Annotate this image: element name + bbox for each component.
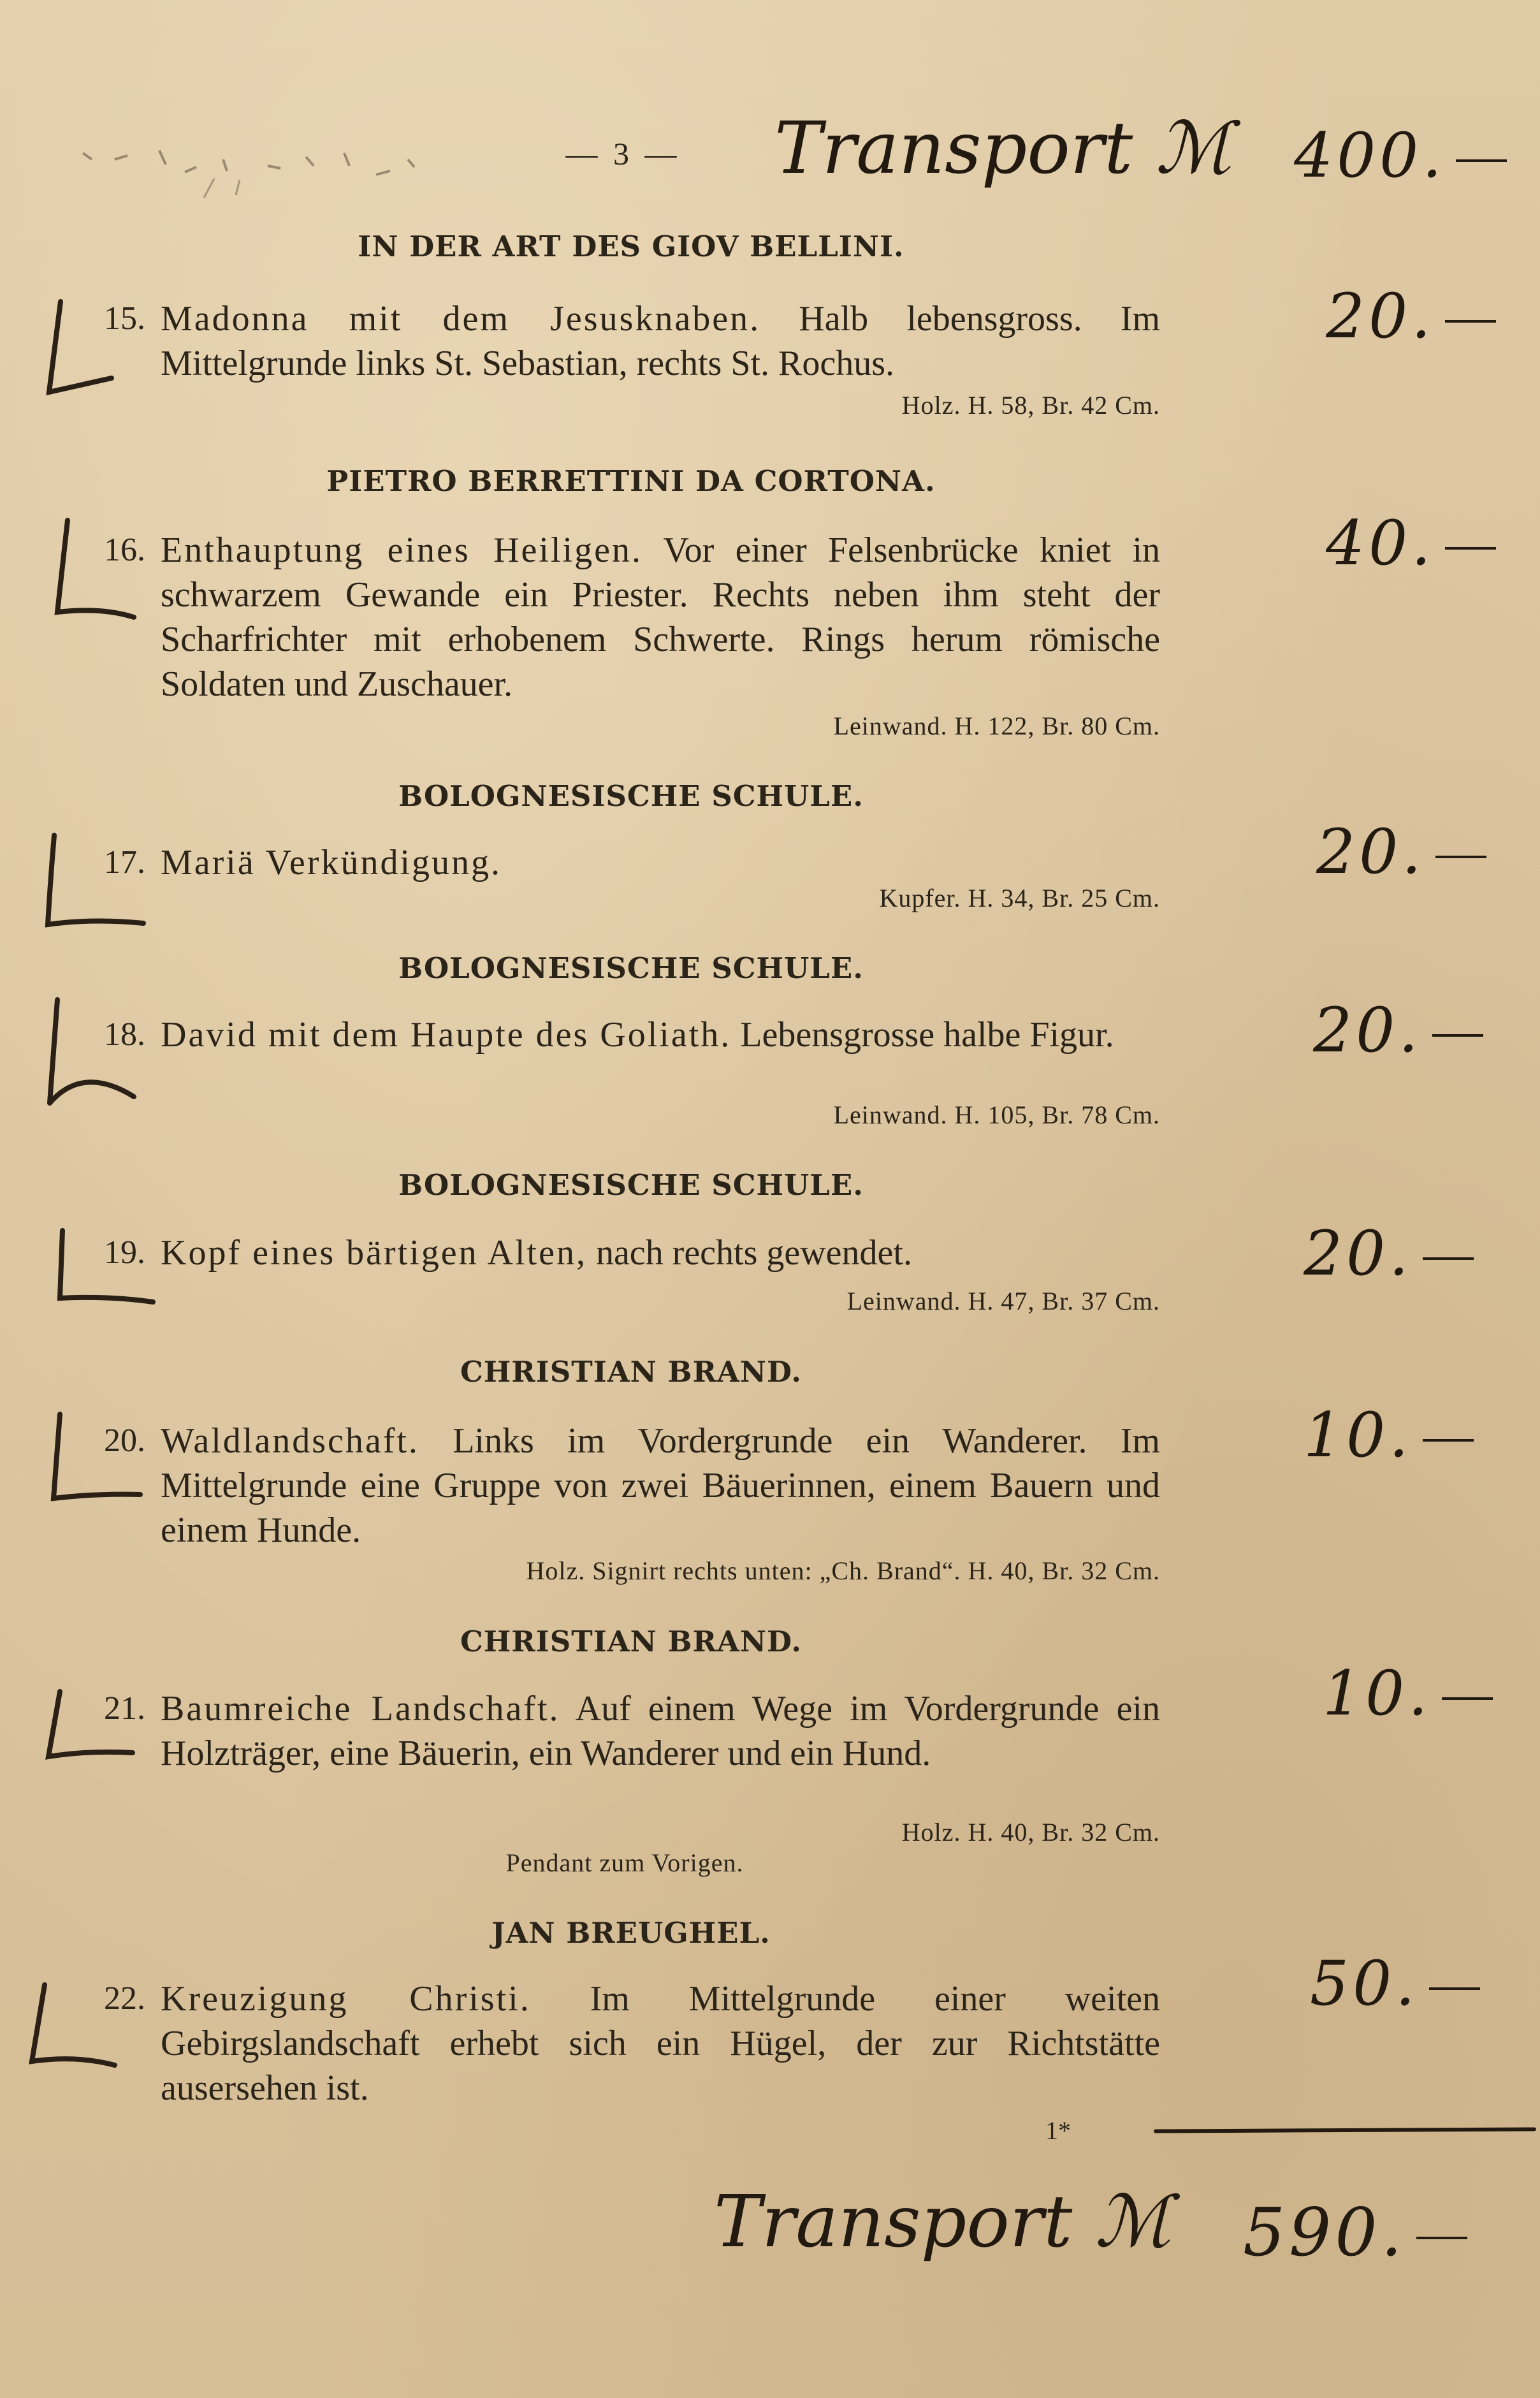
artist-heading: BOLOGNESISCHE SCHULE. <box>398 779 864 813</box>
transport-label: Transport ℳ <box>714 2181 1172 2263</box>
handwritten-price: 10. <box>1304 1400 1474 1471</box>
entry-description: Kreuzigung Christi. Im Mittelgrunde einer weiten Gebirgslandschaft erhebt sich ein Hügel, der zur Richtstätte ausersehen ist. <box>161 1979 1161 2108</box>
handwritten-price: 20. <box>1313 995 1483 1066</box>
entry-description: Enthauptung eines Heiligen. Vor einer Felsenbrücke kniet in schwarzem Gewande ein Priester. Rechts neben ihm steht der Scharfrichter mit erhobenem Schwerte. Rings herum römische Soldaten und Zuschauer. <box>161 530 1161 704</box>
artist-heading: BOLOGNESISCHE SCHULE. <box>398 951 864 985</box>
footer-transport <box>714 2181 1172 2263</box>
handwritten-price: 20. <box>1316 816 1486 888</box>
entry-number: 15. <box>104 300 145 337</box>
entry-dimensions: Leinwand. H. 122, Br. 80 Cm. <box>833 712 1160 740</box>
pencil-smudge <box>76 134 446 204</box>
entry-note: Pendant zum Vorigen. <box>505 1848 744 1877</box>
entry-number: 18. <box>104 1016 145 1053</box>
entry-dimensions: Kupfer. H. 34, Br. 25 Cm. <box>879 884 1160 912</box>
entry-number: 20. <box>104 1422 145 1459</box>
artist-heading: CHRISTIAN BRAND. <box>460 1355 803 1389</box>
entry-number: 19. <box>104 1234 145 1271</box>
header-transport-amount: 400. <box>1294 120 1507 191</box>
transport-label: Transport ℳ <box>774 107 1232 190</box>
total-rule <box>1154 2127 1536 2133</box>
signature-mark: 1* <box>1045 2116 1071 2145</box>
artist-heading: JAN BREUGHEL. <box>491 1916 771 1950</box>
artist-heading: PIETRO BERRETTINI DA CORTONA. <box>326 464 936 498</box>
entry-description: Waldlandschaft. Links im Vordergrunde ein Wanderer. Im Mittelgrunde eine Gruppe von zwei Bäuerinnen, einem Bauern und einem Hunde. <box>161 1421 1160 1550</box>
entry-number: 22. <box>104 1980 145 2017</box>
artist-heading: CHRISTIAN BRAND. <box>460 1625 803 1658</box>
entry-dimensions: Holz. H. 58, Br. 42 Cm. <box>901 391 1160 420</box>
handwritten-price: 10. <box>1323 1658 1493 1729</box>
handwritten-price: 50. <box>1310 1948 1480 2019</box>
entry-dimensions: Holz. Signirt rechts unten: „Ch. Brand“. H. 40, Br. 32 Cm. <box>526 1556 1160 1585</box>
artist-heading: IN DER ART DES GIOV BELLINI. <box>358 230 904 263</box>
handwritten-price: 20. <box>1326 281 1496 352</box>
entry-dimensions: Holz. H. 40, Br. 32 Cm. <box>901 1818 1160 1846</box>
entry-description: David mit dem Haupte des Goliath. Lebensgrosse halbe Figur. <box>161 1015 1114 1055</box>
page-number: — 3 — <box>565 136 681 172</box>
entry-description: Madonna mit dem Jesusknaben. Halb lebensgross. Im Mittelgrunde links St. Sebastian, rechts St. Rochus. <box>161 299 1160 383</box>
handwritten-price: 20. <box>1304 1218 1474 1289</box>
entry-dimensions: Leinwand. H. 47, Br. 37 Cm. <box>846 1287 1160 1315</box>
entry-description: Baumreiche Landschaft. Auf einem Wege im Vordergrunde ein Holzträger, eine Bäuerin, ein Wanderer und ein Hund. <box>161 1689 1160 1773</box>
entry-description: Kopf eines bärtigen Alten, nach rechts gewendet. <box>161 1233 912 1273</box>
header-transport <box>774 107 1232 190</box>
artist-heading: BOLOGNESISCHE SCHULE. <box>398 1168 864 1202</box>
entry-number: 17. <box>104 844 145 881</box>
footer-transport-amount: 590. <box>1243 2193 1467 2271</box>
entry-number: 16. <box>104 532 145 568</box>
entry-description: Mariä Verkündigung. <box>161 843 502 882</box>
handwritten-price: 40. <box>1326 508 1496 579</box>
entry-dimensions: Leinwand. H. 105, Br. 78 Cm. <box>833 1100 1160 1129</box>
entry-number: 21. <box>104 1690 145 1727</box>
